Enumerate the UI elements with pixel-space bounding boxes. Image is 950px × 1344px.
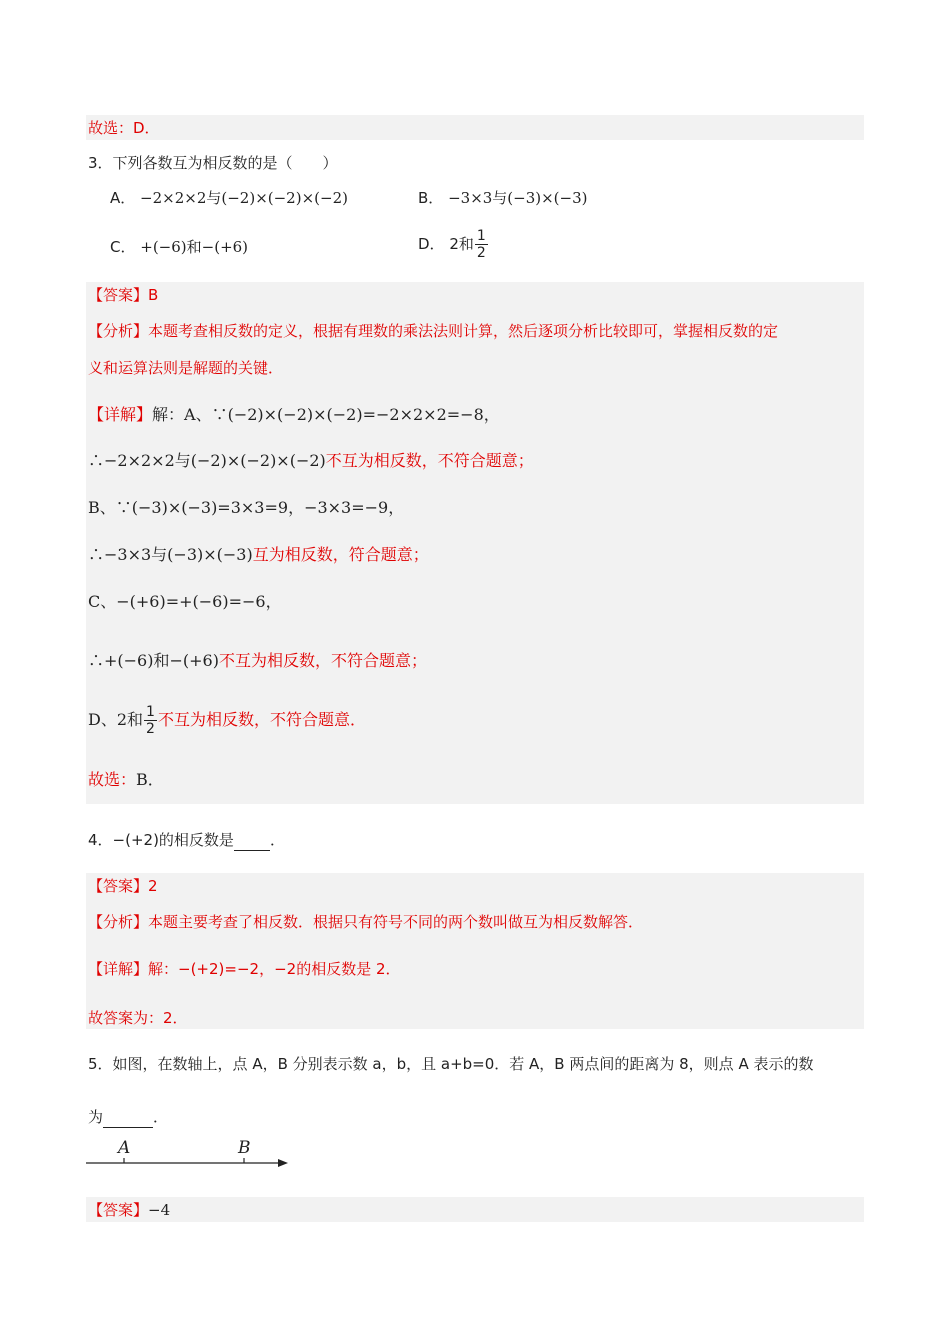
q4-answer-block bbox=[86, 873, 864, 1029]
q3-option-d bbox=[418, 228, 489, 261]
q3-option-b bbox=[418, 187, 588, 209]
point-b-label: B bbox=[238, 1138, 251, 1158]
fraction-denominator: 2 bbox=[476, 245, 486, 261]
q3-analysis-line-2: 义和运算法则是解题的关键． bbox=[88, 359, 284, 377]
q3-conclusion-val: B． bbox=[136, 770, 164, 789]
q3-line-d-text: 不互为相反数，不符合题意． bbox=[157, 710, 366, 729]
q5-answer-val: −4 bbox=[148, 1201, 171, 1219]
q4-detail-tag: 【详解】 bbox=[88, 960, 149, 978]
q3-option-a-label: A． bbox=[110, 189, 136, 207]
q4-stem-text: 4．−(+2)的相反数是 bbox=[88, 831, 234, 849]
q3-line-b2 bbox=[88, 544, 429, 566]
q3-line-a bbox=[88, 450, 534, 472]
q3-detail-tag: 【详解】 bbox=[88, 405, 153, 424]
q4-detail-text: 解：−(+2)=−2，−2的相反数是 2． bbox=[148, 960, 401, 978]
prev-answer-block bbox=[86, 115, 864, 140]
q3-line-b1: B、∵(−3)×(−3)=3×3=9，−3×3=−9， bbox=[88, 498, 405, 517]
number-line-arrow bbox=[278, 1159, 288, 1167]
q3-option-a-expr: −2×2×2与(−2)×(−2)×(−2) bbox=[140, 189, 348, 207]
q3-option-c-expr: +(−6)和−(+6) bbox=[140, 238, 249, 256]
q5-answer-block bbox=[86, 1197, 864, 1222]
q3-stem: 3．下列各数互为相反数的是（ ） bbox=[88, 154, 338, 172]
q5-answer bbox=[88, 1199, 170, 1221]
q3-line-c-math: ∴+(−6)和−(+6) bbox=[88, 651, 219, 670]
q3-option-b-label: B． bbox=[418, 189, 444, 207]
prev-conclusion: 故选：D． bbox=[88, 119, 160, 137]
q5-answer-blank bbox=[103, 1111, 153, 1128]
q3-option-b-expr: −3×3与(−3)×(−3) bbox=[448, 189, 588, 207]
q3-line-d-fraction bbox=[144, 704, 157, 737]
fraction-numerator: 1 bbox=[146, 704, 155, 720]
q3-line-b-text: 互为相反数，符合题意； bbox=[252, 545, 429, 564]
q3-conclusion bbox=[88, 769, 164, 791]
q3-line-c1: C、−(+6)=+(−6)=−6， bbox=[88, 592, 282, 611]
q4-stem bbox=[88, 829, 285, 851]
q3-line-c-text: 不互为相反数，不符合题意； bbox=[218, 651, 427, 670]
q3-answer: 【答案】B bbox=[88, 286, 159, 304]
q5-stem-post: ． bbox=[153, 1108, 169, 1126]
q5-stem-line-2 bbox=[88, 1106, 168, 1128]
q3-option-d-fraction bbox=[475, 228, 488, 261]
q3-option-d-label: D． bbox=[418, 235, 445, 253]
q3-analysis-line-1: 【分析】本题考查相反数的定义，根据有理数的乘法法则计算，然后逐项分析比较即可，掌握相反数的定 bbox=[88, 322, 779, 340]
q3-option-c-label: C． bbox=[110, 238, 136, 256]
q3-line-a-text: 不互为相反数，不符合题意； bbox=[325, 451, 534, 470]
q3-option-c bbox=[110, 236, 248, 258]
q3-line-d bbox=[88, 702, 366, 738]
point-a-label: A bbox=[118, 1138, 131, 1158]
number-line-diagram bbox=[86, 1134, 296, 1174]
fraction-denominator: 2 bbox=[146, 721, 155, 737]
q4-answer: 【答案】2 bbox=[88, 877, 158, 895]
q4-answer-blank bbox=[234, 834, 270, 851]
q3-line-a-math: ∴−2×2×2与(−2)×(−2)×(−2) bbox=[88, 451, 326, 470]
q5-answer-tag: 【答案】 bbox=[88, 1201, 149, 1219]
q5-stem-pre: 为 bbox=[88, 1108, 104, 1126]
q4-analysis: 【分析】本题主要考查了相反数．根据只有符号不同的两个数叫做互为相反数解答． bbox=[88, 913, 644, 931]
q3-line-b-math: ∴−3×3与(−3)×(−3) bbox=[88, 545, 253, 564]
q3-option-d-pre: 2和 bbox=[449, 235, 474, 253]
q3-line-d-pre: D、2和 bbox=[88, 710, 144, 729]
q4-detail bbox=[88, 958, 401, 980]
q3-detail-line-1 bbox=[88, 404, 500, 426]
q4-stem-post: ． bbox=[269, 831, 285, 849]
q3-option-a bbox=[110, 187, 348, 209]
q3-line-c2 bbox=[88, 650, 427, 672]
fraction-numerator: 1 bbox=[476, 228, 486, 244]
q4-conclusion: 故答案为：2． bbox=[88, 1009, 188, 1027]
q3-conclusion-pre: 故选： bbox=[88, 770, 137, 789]
q5-stem-line-1: 5．如图，在数轴上，点 A，B 分别表示数 a，b，且 a+b=0．若 A，B 两点间的距离为 8，则点 A 表示的数 bbox=[88, 1055, 814, 1073]
q3-detail-text: 解：A、∵(−2)×(−2)×(−2)=−2×2×2=−8， bbox=[152, 405, 500, 424]
